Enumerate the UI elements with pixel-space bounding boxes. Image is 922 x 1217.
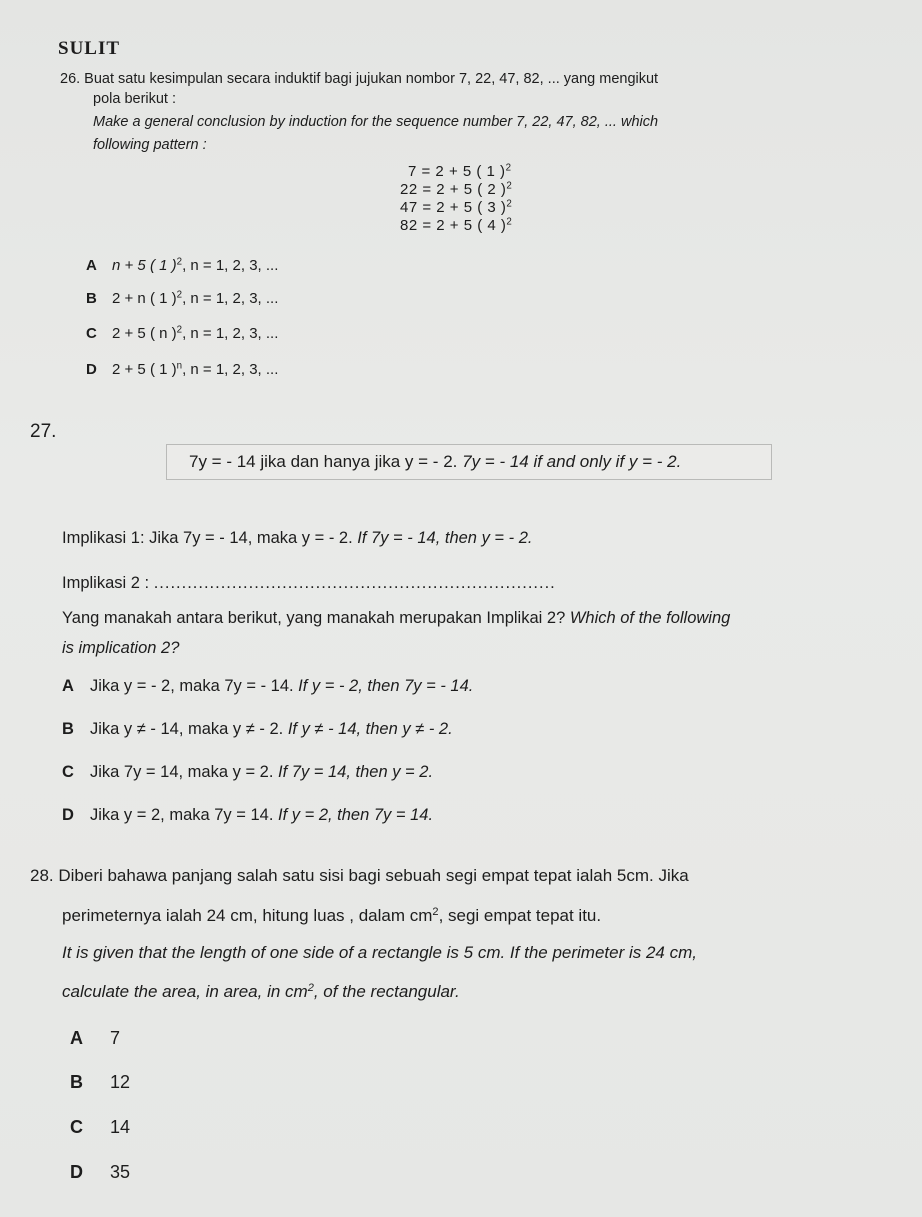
q27-number: 27.	[30, 421, 57, 442]
q26-option-d[interactable]: D 2 + 5 ( 1 )$^n$, n = 1, 2, 3, ...	[86, 360, 279, 378]
q26-option-b[interactable]: B 2 + n ( 1 )$^2$, n = 1, 2, 3, ...	[86, 289, 279, 307]
q26-line-1: 26. Buat satu kesimpulan secara induktif bagi jujukan nombor 7, 22, 47, 82, ... yang mengikut	[60, 71, 659, 87]
q27-implication-2: Implikasi 2 : ........................................................................	[62, 574, 556, 592]
q27-question-line-2: is implication 2?	[62, 639, 180, 657]
q26-equation-2: 22 = 2 + 5 ( 2 )$^2$	[400, 180, 513, 198]
q26-option-c[interactable]: C 2 + 5 ( n )$^2$, n = 1, 2, 3, ...	[86, 324, 279, 342]
q28-line-2: perimeternya ialah 24 cm, hitung luas , dalam $cm^2$, segi empat tepat itu.	[62, 905, 602, 925]
q26-equation-4: 82 = 2 + 5 ( 4 )$^2$	[400, 216, 513, 234]
q27-option-d[interactable]: D Jika y = 2, maka 7y = 14. If y = 2, then 7y = 14.	[62, 806, 434, 824]
q28-line-4: calculate the area, in area, in $cm^2$, of the rectangular.	[62, 981, 460, 1001]
q28-line-1: 28. Diberi bahawa panjang salah satu sisi bagi sebuah segi empat tepat ialah 5cm. Jika	[30, 866, 689, 885]
q28-option-b[interactable]: B 12	[70, 1072, 131, 1092]
q28-option-a[interactable]: A 7	[70, 1028, 121, 1048]
q28-line-3: It is given that the length of one side of a rectangle is 5 cm. If the perimeter is 24 cm,	[62, 943, 697, 962]
q26-equation-1: 7 = 2 + 5 ( 1 )$^2$	[408, 162, 512, 180]
q27-question-line-1: Yang manakah antara berikut, yang manakah merupakan Implikai 2? Which of the following	[62, 609, 731, 627]
header-sulit: SULIT	[58, 38, 121, 59]
q28-option-d[interactable]: D 35	[70, 1162, 131, 1182]
q27-implication-1: Implikasi 1: Jika 7y = - 14, maka y = - 2. If 7y = - 14, then y = - 2.	[62, 529, 533, 547]
q26-option-a[interactable]: A n + 5 ( 1 )$^2$, n = 1, 2, 3, ...	[86, 256, 279, 274]
q27-option-a[interactable]: A Jika y = - 2, maka 7y = - 14. If y = - 2, then 7y = - 14.	[62, 677, 474, 695]
q26-line-3: Make a general conclusion by induction for the sequence number 7, 22, 47, 82, ... which	[93, 114, 659, 130]
q26-line-2: pola berikut :	[93, 91, 177, 107]
q27-option-c[interactable]: C Jika 7y = 14, maka y = 2. If 7y = 14, then y = 2.	[62, 763, 434, 781]
q26-equation-3: 47 = 2 + 5 ( 3 )$^2$	[400, 198, 513, 216]
q28-option-c[interactable]: C 14	[70, 1117, 131, 1137]
q27-option-b[interactable]: B Jika y ≠ - 14, maka y ≠ - 2. If y ≠ - 14, then y ≠ - 2.	[62, 720, 453, 738]
q27-statement-box: 7y = - 14 jika dan hanya jika y = - 2. 7y = - 14 if and only if y = - 2.	[166, 444, 772, 480]
q26-line-4: following pattern :	[93, 137, 207, 153]
